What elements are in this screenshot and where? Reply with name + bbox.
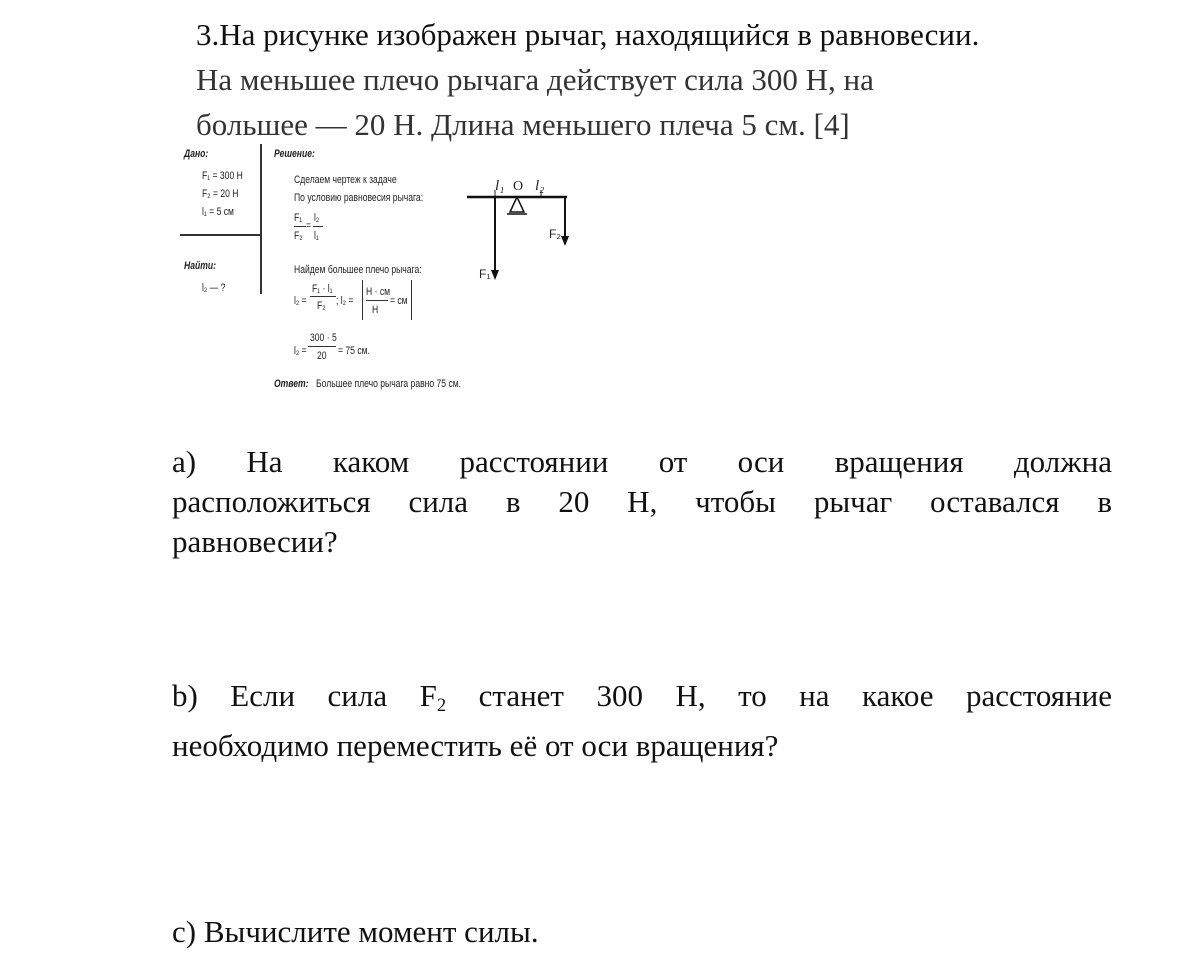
given-item: F₁ = 300 Н [202,170,243,182]
answer-label: Ответ: [274,378,309,390]
ratio-f2: F₂ [294,230,303,242]
task-line-3: большее — 20 Н. Длина меньшего плеча 5 см. [4] [196,107,850,142]
question-c [172,912,1112,952]
question-a-line-2: расположиться сила в 20 Н, чтобы рычаг оставался в [172,484,1112,519]
find-label: Найти: [184,260,216,272]
question-b-line-2: необходимо переместить её от оси вращения? [172,728,779,763]
solution-step-drawing: Сделаем чертеж к задаче [294,174,397,186]
calc-result: = 75 см. [338,345,370,357]
lever-label-f2: F₂ [549,227,561,241]
lever-label-f1: F₁ [479,267,491,281]
calc-lhs: l₂ = [294,345,307,357]
task-line-2: На меньшее плечо рычага действует сила 300 Н, на [196,62,874,97]
solution-label: Решение: [274,148,315,160]
formula-numerator: F₁ · l₁ [312,283,333,295]
calc-numerator: 300 · 5 [310,332,337,344]
fraction-bar [308,346,336,347]
question-a [172,442,1112,562]
given-divider-horizontal [180,234,261,236]
solution-step-find-arm: Найдем большее плечо рычага: [294,264,422,276]
lever-label-o: О [513,179,524,194]
task-line-1: 3.На рисунке изображен рычаг, находящийся в равновесии. [196,17,980,52]
units-lhs: ; l₂ = [336,295,354,307]
units-denominator: Н [372,304,379,316]
lever-diagram [455,160,585,290]
units-numerator: Н · см [366,286,391,298]
given-item: l₁ = 5 см [202,206,234,218]
solution-step-equilibrium: По условию равновесия рычага: [294,192,424,204]
ratio-equals: = [306,220,312,232]
ratio-f1: F₁ [294,212,303,224]
lever-label-l2: l₂ [535,178,545,194]
question-a-line-3: равновесии? [172,524,338,559]
given-divider-vertical [260,144,262,294]
given-label: Дано: [184,148,209,160]
question-b-subscript: 2 [436,695,447,716]
formula-denominator: F₂ [317,300,326,312]
units-result: = см [390,295,408,307]
ratio-l1: l₁ [314,230,319,242]
lever-label-l1: l₁ [495,178,505,194]
force-f2-arrowhead [561,236,569,246]
question-a-line-1: a) На каком расстоянии от оси вращения должна [172,444,1112,479]
given-item: F₂ = 20 Н [202,188,239,200]
force-f1-arrowhead [491,270,499,280]
question-b [172,676,1112,766]
fraction-bar [313,226,323,227]
lever-pivot [510,197,524,212]
fraction-bar [366,300,388,301]
question-b-line-1 [172,676,1112,726]
fraction-bar [310,296,336,297]
question-b-part-2: станет 300 Н, то на какое расстояние [446,678,1113,713]
question-c-line-1: c) Вычислите момент силы. [172,914,539,949]
question-b-part-1: b) Если сила F [172,678,437,713]
formula-lhs: l₂ = [294,295,307,307]
task-statement [196,12,979,147]
calc-denominator: 20 [317,350,327,362]
ratio-l2: l₂ [314,212,320,224]
find-value: l₂ — ? [202,282,226,294]
fraction-bar [294,226,306,227]
answer-text: Большее плечо рычага равно 75 см. [316,378,462,390]
